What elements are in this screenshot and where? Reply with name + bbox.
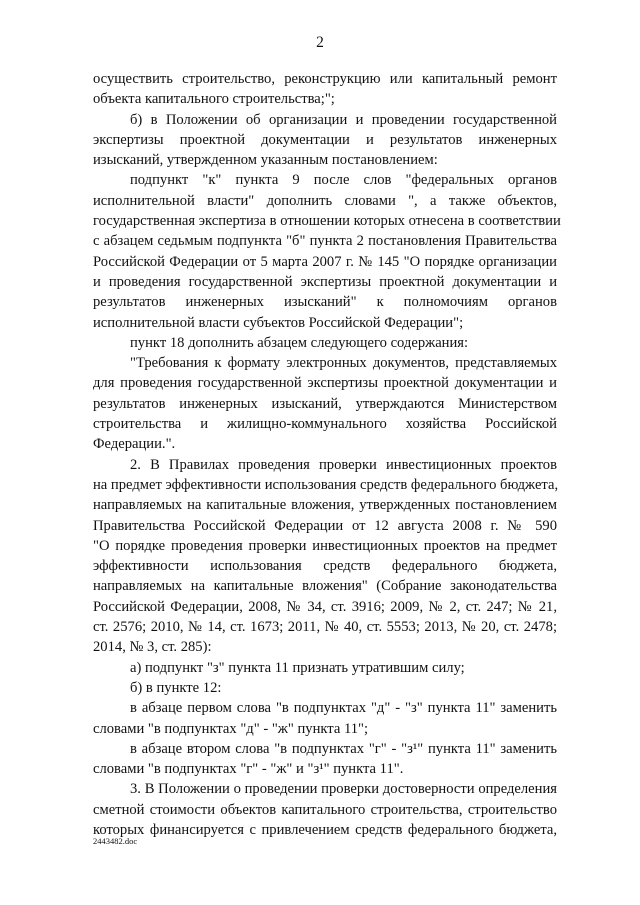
text-line: сметной стоимости объектов капитального строительства, строительство: [93, 801, 557, 818]
document-body: [93, 69, 561, 840]
text-line: изысканий, утвержденном указанным постановлением:: [93, 152, 438, 169]
text-line: Правительства Российской Федерации от 12 августа 2008 г. № 590: [93, 517, 557, 534]
text-line: в абзаце втором слова "в подпунктах "г" - "з¹" пункта 11" заменить: [130, 740, 557, 757]
text-line: "О порядке проведения проверки инвестиционных проектов на предмет: [93, 537, 557, 554]
text-line: словами "в подпунктах "д" - "ж" пункта 11";: [93, 720, 369, 737]
text-line: Российской Федерации от 5 марта 2007 г. № 145 "О порядке организации: [93, 253, 557, 270]
text-line: в абзаце первом слова "в подпунктах "д" - "з" пункта 11" заменить: [130, 700, 557, 717]
text-line: а) подпункт "з" пункта 11 признать утратившим силу;: [130, 659, 465, 676]
file-name-footer: 2443482.doc: [93, 836, 138, 846]
text-line: экспертизы проектной документации и результатов инженерных: [93, 131, 557, 148]
text-line: направляемых на капитальные вложения, утвержденных постановлением: [93, 497, 557, 514]
text-line: Российской Федерации, 2008, № 34, ст. 3916; 2009, № 2, ст. 247; № 21,: [93, 598, 557, 615]
text-line: словами "в подпунктах "г" - "ж" и "з¹" пункта 11".: [93, 761, 404, 778]
text-line: "Требования к формату электронных документов, представляемых: [130, 355, 557, 372]
text-line: осуществить строительство, реконструкцию или капитальный ремонт: [93, 71, 557, 87]
text-line: исполнительной власти" дополнить словами ", а также объектов,: [93, 192, 557, 209]
text-line: 3. В Положении о проведении проверки достоверности определения: [130, 781, 557, 798]
text-line: эффективности использования средств федерального бюджета,: [93, 558, 557, 575]
text-line: исполнительной власти субъектов Российской Федерации";: [93, 314, 464, 331]
text-line: направляемых на капитальные вложения" (Собрание законодательства: [93, 578, 557, 595]
text-line: ст. 2576; 2010, № 14, ст. 1673; 2011, № 40, ст. 5553; 2013, № 20, ст. 2478;: [93, 619, 557, 636]
text-line: б) в Положении об организации и проведении государственной: [130, 111, 557, 128]
text-line: Федерации.".: [93, 436, 176, 453]
page-number: 2: [316, 34, 324, 51]
text-line: 2014, № 3, ст. 285):: [93, 639, 212, 656]
text-line: подпункт "к" пункта 9 после слов "федеральных органов: [130, 172, 557, 189]
text-line: результатов инженерных изысканий, утверждаются Министерством: [93, 395, 557, 412]
text-line: государственная экспертиза в отношении которых отнесена в соответствии: [93, 213, 561, 230]
text-line: результатов инженерных изысканий" к полномочиям органов: [93, 294, 557, 311]
text-line: с абзацем седьмым подпункта "б" пункта 2 постановления Правительства: [93, 233, 557, 250]
text-line: строительства и жилищно-коммунального хозяйства Российской: [93, 416, 557, 433]
text-line: на предмет эффективности использования средств федерального бюджета,: [93, 476, 559, 493]
text-line: которых финансируется с привлечением средств федерального бюджета,: [93, 821, 557, 838]
text-line: 2. В Правилах проведения проверки инвестиционных проектов: [130, 456, 557, 473]
text-line: б) в пункте 12:: [130, 679, 222, 696]
text-line: и проведения государственной экспертизы проектной документации и: [93, 273, 557, 290]
text-line: пункт 18 дополнить абзацем следующего содержания:: [130, 334, 469, 351]
text-line: объекта капитального строительства;";: [93, 91, 335, 108]
text-line: для проведения государственной экспертизы проектной документации и: [93, 375, 557, 392]
